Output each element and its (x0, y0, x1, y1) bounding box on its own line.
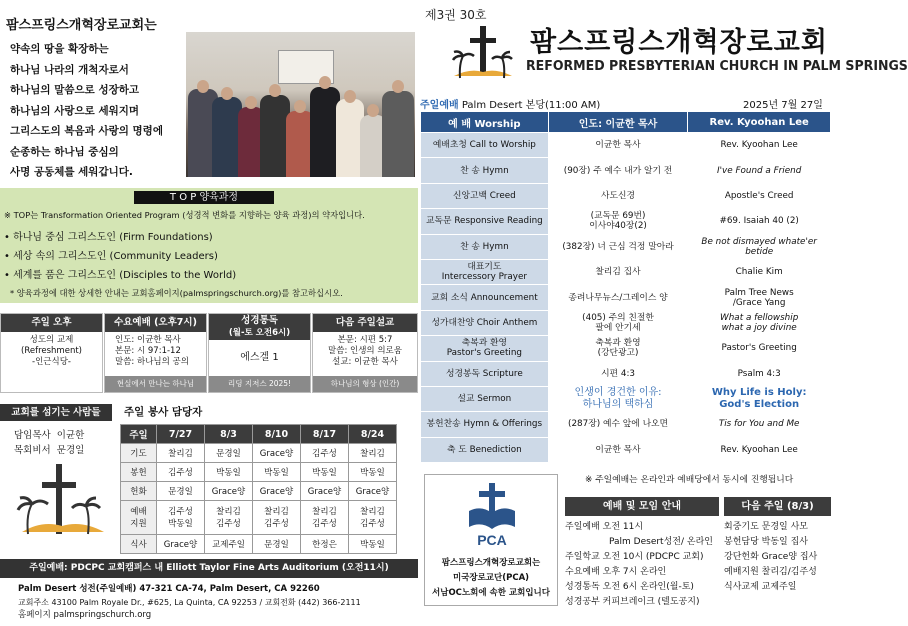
list-item: 강단헌화 Grace양 집사 (724, 552, 818, 562)
worship-en: Psalm 4:3 (688, 361, 831, 386)
top-program-footnote: * 양육과정에 대한 상세한 안내는 교회홈페이지(palmspringschurch.org)를 참고하십시오. (10, 288, 343, 298)
congregation-photo (186, 32, 415, 177)
table-row (121, 463, 397, 482)
column-footer: 하나님의 형상 (인간) (313, 376, 417, 392)
list-item: Palm Desert성전/ 온라인 (609, 537, 713, 547)
duty-cell: 박동일 (349, 535, 397, 554)
worship-en: Rev. Kyoohan Lee (688, 133, 831, 158)
church-name-english: REFORMED PRESBYTERIAN CHURCH IN PALM SPRINGS (526, 58, 908, 74)
list-item: 회중기도 문경일 사모 (724, 522, 808, 532)
church-name-korean: 팜스프링스개혁장로교회 (530, 27, 828, 58)
worship-kr: (382장) 너 근심 걱정 말아라 (548, 234, 688, 259)
top-program-title: T O P 양육과정 (134, 191, 274, 204)
table-row (421, 209, 831, 234)
worship-item: 성가대찬양 Choir Anthem (421, 310, 549, 335)
column-footer: 리딩 지저스 2025! (209, 376, 310, 392)
worship-item: 예배초청 Call to Worship (421, 133, 549, 158)
duty-cell: Grace양 (301, 482, 349, 501)
table-row (421, 158, 831, 183)
duty-cell: 찰리김 김주성 (205, 501, 253, 535)
duty-col-header: 8/17 (301, 425, 349, 444)
column-line: 에스겔 1 (240, 352, 279, 363)
table-row (121, 501, 397, 535)
table-row (421, 183, 831, 208)
worship-header-row (421, 112, 831, 133)
staff-name: 이균한 (56, 430, 85, 441)
mission-line: 하나님의 말씀으로 성장하고 (10, 84, 140, 96)
duty-cell: 찰리김 (349, 444, 397, 463)
worship-col-header: Rev. Kyoohan Lee (688, 112, 831, 133)
column-title: 다음 주일설교 (313, 314, 417, 332)
worship-item: 찬 송 Hymn (421, 158, 549, 183)
mission-line: 그리스도의 복음과 사랑의 명령에 (10, 125, 163, 137)
duty-cell: 문경일 (157, 482, 205, 501)
column-title: 수요예배 (오후7시) (105, 314, 206, 332)
top-program-box (0, 188, 418, 303)
list-item: 성경공부 커피브레이크 (텔도공지) (565, 597, 700, 607)
column-footer: 현실에서 만나는 하나님 (105, 376, 206, 392)
duty-cell: 찰리김 김주성 (349, 501, 397, 535)
worship-en: Pastor's Greeting (688, 336, 831, 361)
next-sunday-heading: 다음 주일 (8/3) (724, 497, 831, 516)
worship-en: Chalie Kim (688, 259, 831, 284)
volume-number: 제3권 30호 (425, 8, 487, 22)
table-row (121, 444, 397, 463)
worship-kr: 이균한 목사 (548, 133, 688, 158)
bible-reading-box (208, 313, 311, 393)
address-block (18, 583, 361, 622)
wednesday-service-box (104, 313, 207, 393)
column-title: 주일 오후 (1, 314, 102, 332)
duty-cell: 찰리김 김주성 (253, 501, 301, 535)
column-line: 말씀: 인생의 의로움 (328, 346, 402, 356)
duty-col-header: 8/24 (349, 425, 397, 444)
sunday-location-banner: 주일예배: PDCPC 교회캠퍼스 내 Elliott Taylor Fine Arts Auditorium (오전11시) (0, 559, 418, 578)
duty-cell: 김주성 박동일 (157, 501, 205, 535)
worship-kr: (287장) 예수 앞에 나오면 (548, 412, 688, 437)
sermon-title-en: Why Life is Holy: God's Election (688, 386, 831, 411)
worship-item: 축복과 환영 Pastor's Greeting (421, 336, 549, 361)
list-item: 수요예배 오후 7시 온라인 (565, 567, 667, 577)
worship-item: 교회 소식 Announcement (421, 285, 549, 310)
table-row (421, 234, 831, 259)
duty-label: 식사 (121, 535, 157, 554)
worship-en: Palm Tree News /Grace Yang (688, 285, 831, 310)
table-row (121, 535, 397, 554)
pca-line: 미국장로교단(PCA) (452, 573, 530, 583)
duty-cell: 박동일 (205, 463, 253, 482)
duty-cell: 문경일 (253, 535, 301, 554)
top-program-item: • 세계를 품은 그리스도인 (Disciples to the World) (4, 270, 237, 281)
pca-mark-text: PCA (477, 532, 507, 548)
worship-kr: (90장) 주 예수 내가 알기 전 (548, 158, 688, 183)
duty-cell: 찰리김 (157, 444, 205, 463)
duty-cell: Grace양 (349, 482, 397, 501)
duty-cell: 문경일 (205, 444, 253, 463)
worship-en: Tis for You and Me (688, 412, 831, 437)
duty-cell: Grace양 (253, 444, 301, 463)
duty-cell: 찰리김 김주성 (301, 501, 349, 535)
duty-cell: 박동일 (301, 463, 349, 482)
service-place: Palm Desert 본당(11:00 AM) (461, 100, 601, 111)
worship-col-header: 인도: 이균한 목사 (548, 112, 688, 133)
table-row (421, 133, 831, 158)
worship-col-header: 예 배 Worship (421, 112, 549, 133)
worship-kr: 종려나무뉴스/그레이스 양 (548, 285, 688, 310)
list-item: 식사교제 교제주일 (724, 582, 797, 592)
address-line: Palm Desert 성전(주일예배) 47-321 CA-74, Palm Desert, CA 92260 (18, 584, 320, 594)
duty-col-header: 7/27 (157, 425, 205, 444)
duty-col-header: 8/10 (253, 425, 301, 444)
duty-col-header: 8/3 (205, 425, 253, 444)
table-row (421, 412, 831, 437)
worship-en: Apostle's Creed (688, 183, 831, 208)
top-program-item: • 하나님 중심 그리스도인 (Firm Foundations) (4, 232, 213, 243)
homepage-link[interactable]: 홈페이지 palmspringschurch.org (18, 610, 152, 620)
duty-cell: 한정은 (301, 535, 349, 554)
column-title: 성경통독 (241, 315, 278, 326)
mission-line: 하나님의 사랑으로 세워지며 (10, 104, 140, 117)
worship-en: I've Found a Friend (688, 158, 831, 183)
mission-line: 하나님 나라의 개척자로서 (10, 63, 129, 76)
worship-kr: (교독문 69번) 이사야40장(2) (548, 209, 688, 234)
palm-cross-logo (12, 462, 107, 552)
staff-list (14, 428, 84, 458)
table-row (421, 437, 831, 462)
duty-label: 봉헌 (121, 463, 157, 482)
table-row (421, 259, 831, 284)
bulletin-date: 2025년 7월 27일 (743, 100, 823, 111)
servers-heading: 교회를 섬기는 사람들 (0, 404, 112, 421)
pca-line: 서남OC노회에 속한 교회입니다 (432, 588, 550, 598)
worship-item: 신앙고백 Creed (421, 183, 549, 208)
table-row (421, 361, 831, 386)
address-line: 교회주소 43100 Palm Royale Dr., #625, La Quinta, CA 92253 / 교회전화 (442) 366-2111 (18, 598, 361, 607)
worship-en: Be not dismayed whate'er betide (688, 234, 831, 259)
staff-name: 문경일 (56, 445, 85, 456)
worship-order-table (420, 111, 831, 463)
duty-label: 예배 지원 (121, 501, 157, 535)
pca-box (424, 474, 558, 606)
sermon-title-kr: 인생이 경건한 이유: 하나님의 택하심 (548, 386, 688, 411)
duty-table (120, 424, 397, 554)
meetings-list (565, 520, 713, 610)
next-sunday-list (724, 520, 817, 595)
mission-line: 사명 공동체를 세워갑니다. (10, 166, 133, 178)
worship-kr: 축복과 환영 (강단광고) (548, 336, 688, 361)
worship-kr: 찰리김 집사 (548, 259, 688, 284)
column-subtitle: (월-토 오전6시) (228, 328, 291, 338)
duty-cell: 김주성 (157, 463, 205, 482)
duty-cell: 박동일 (349, 463, 397, 482)
mission-heading: 팜스프링스개혁장로교회는 (6, 18, 157, 33)
list-item: 주일예배 오전 11시 (565, 522, 644, 532)
column-line: 본문: 시 97:1-12 (115, 346, 181, 356)
worship-en: Rev. Kyoohan Lee (688, 437, 831, 462)
table-row (121, 482, 397, 501)
meetings-heading: 예배 및 모임 안내 (565, 497, 719, 516)
worship-item: 성경봉독 Scripture (421, 361, 549, 386)
duty-cell: 김주성 (301, 444, 349, 463)
worship-item: 설교 Sermon (421, 386, 549, 411)
duty-cell: 교제주일 (205, 535, 253, 554)
table-row (421, 336, 831, 361)
column-line: 말씀: 하나님의 공의 (115, 357, 189, 367)
duty-cell: Grace양 (157, 535, 205, 554)
mission-line: 약속의 땅을 확장하는 (10, 43, 109, 55)
worship-kr: 시편 4:3 (548, 361, 688, 386)
duty-cell: Grace양 (253, 482, 301, 501)
duty-cell: Grace양 (205, 482, 253, 501)
service-line (420, 96, 600, 111)
duty-label: 기도 (121, 444, 157, 463)
column-line: 설교: 이균한 목사 (332, 357, 398, 367)
worship-item: 봉헌찬송 Hymn & Offerings (421, 412, 549, 437)
table-row (421, 386, 831, 411)
table-row (421, 310, 831, 335)
pca-line: 팜스프링스개혁장로교회는 (441, 558, 541, 568)
column-line: 본문: 시편 5:7 (337, 335, 393, 345)
sunday-afternoon-box (0, 313, 103, 393)
worship-item: 교독문 Responsive Reading (421, 209, 549, 234)
worship-item: 찬 송 Hymn (421, 234, 549, 259)
worship-item: 축 도 Benediction (421, 437, 549, 462)
list-item: 예배지원 찰리김/김주성 (724, 567, 817, 577)
worship-en: What a fellowship what a joy divine (688, 310, 831, 335)
list-item: 봉헌담당 박동일 집사 (724, 537, 808, 547)
duty-cell: 박동일 (253, 463, 301, 482)
church-logo-icon (450, 24, 516, 86)
mission-statement (6, 14, 184, 183)
column-line: (Refreshment) (21, 346, 82, 356)
column-line: -인근식당- (32, 357, 71, 367)
list-item: 주일학교 오전 10시 (PDCPC 교회) (565, 552, 704, 562)
table-row (421, 285, 831, 310)
next-sermon-box (312, 313, 418, 393)
duty-header-row (121, 425, 397, 444)
column-line: 인도: 이균한 목사 (115, 335, 181, 345)
duty-col-header: 주일 (121, 425, 157, 444)
list-item: 성경통독 오전 6시 온라인(월-토) (565, 582, 694, 592)
service-label: 주일예배 (420, 100, 459, 111)
worship-kr: (405) 주의 친절한 팔에 안기세 (548, 310, 688, 335)
duty-label: 헌화 (121, 482, 157, 501)
staff-role: 목회비서 (14, 445, 51, 456)
worship-kr: 이균한 목사 (548, 437, 688, 462)
top-program-item: • 세상 속의 그리스도인 (Community Leaders) (4, 251, 218, 262)
duty-table-title: 주일 봉사 담당자 (124, 406, 203, 418)
top-program-intro: ※ TOP는 Transformation Oriented Program (성경적 변화를 지향하는 양육 과정)의 약자입니다. (4, 210, 365, 220)
staff-role: 담임목사 (14, 430, 51, 441)
online-note: ※ 주일예배는 온라인과 예배당에서 동시에 진행됩니다 (585, 475, 794, 485)
worship-en: #69. Isaiah 40 (2) (688, 209, 831, 234)
mission-line: 순종하는 하나님 중심의 (10, 145, 119, 158)
pca-logo-icon (465, 481, 519, 549)
worship-item: 대표기도 Intercessory Prayer (421, 259, 549, 284)
column-line: 성도의 교제 (29, 335, 74, 345)
worship-kr: 사도신경 (548, 183, 688, 208)
